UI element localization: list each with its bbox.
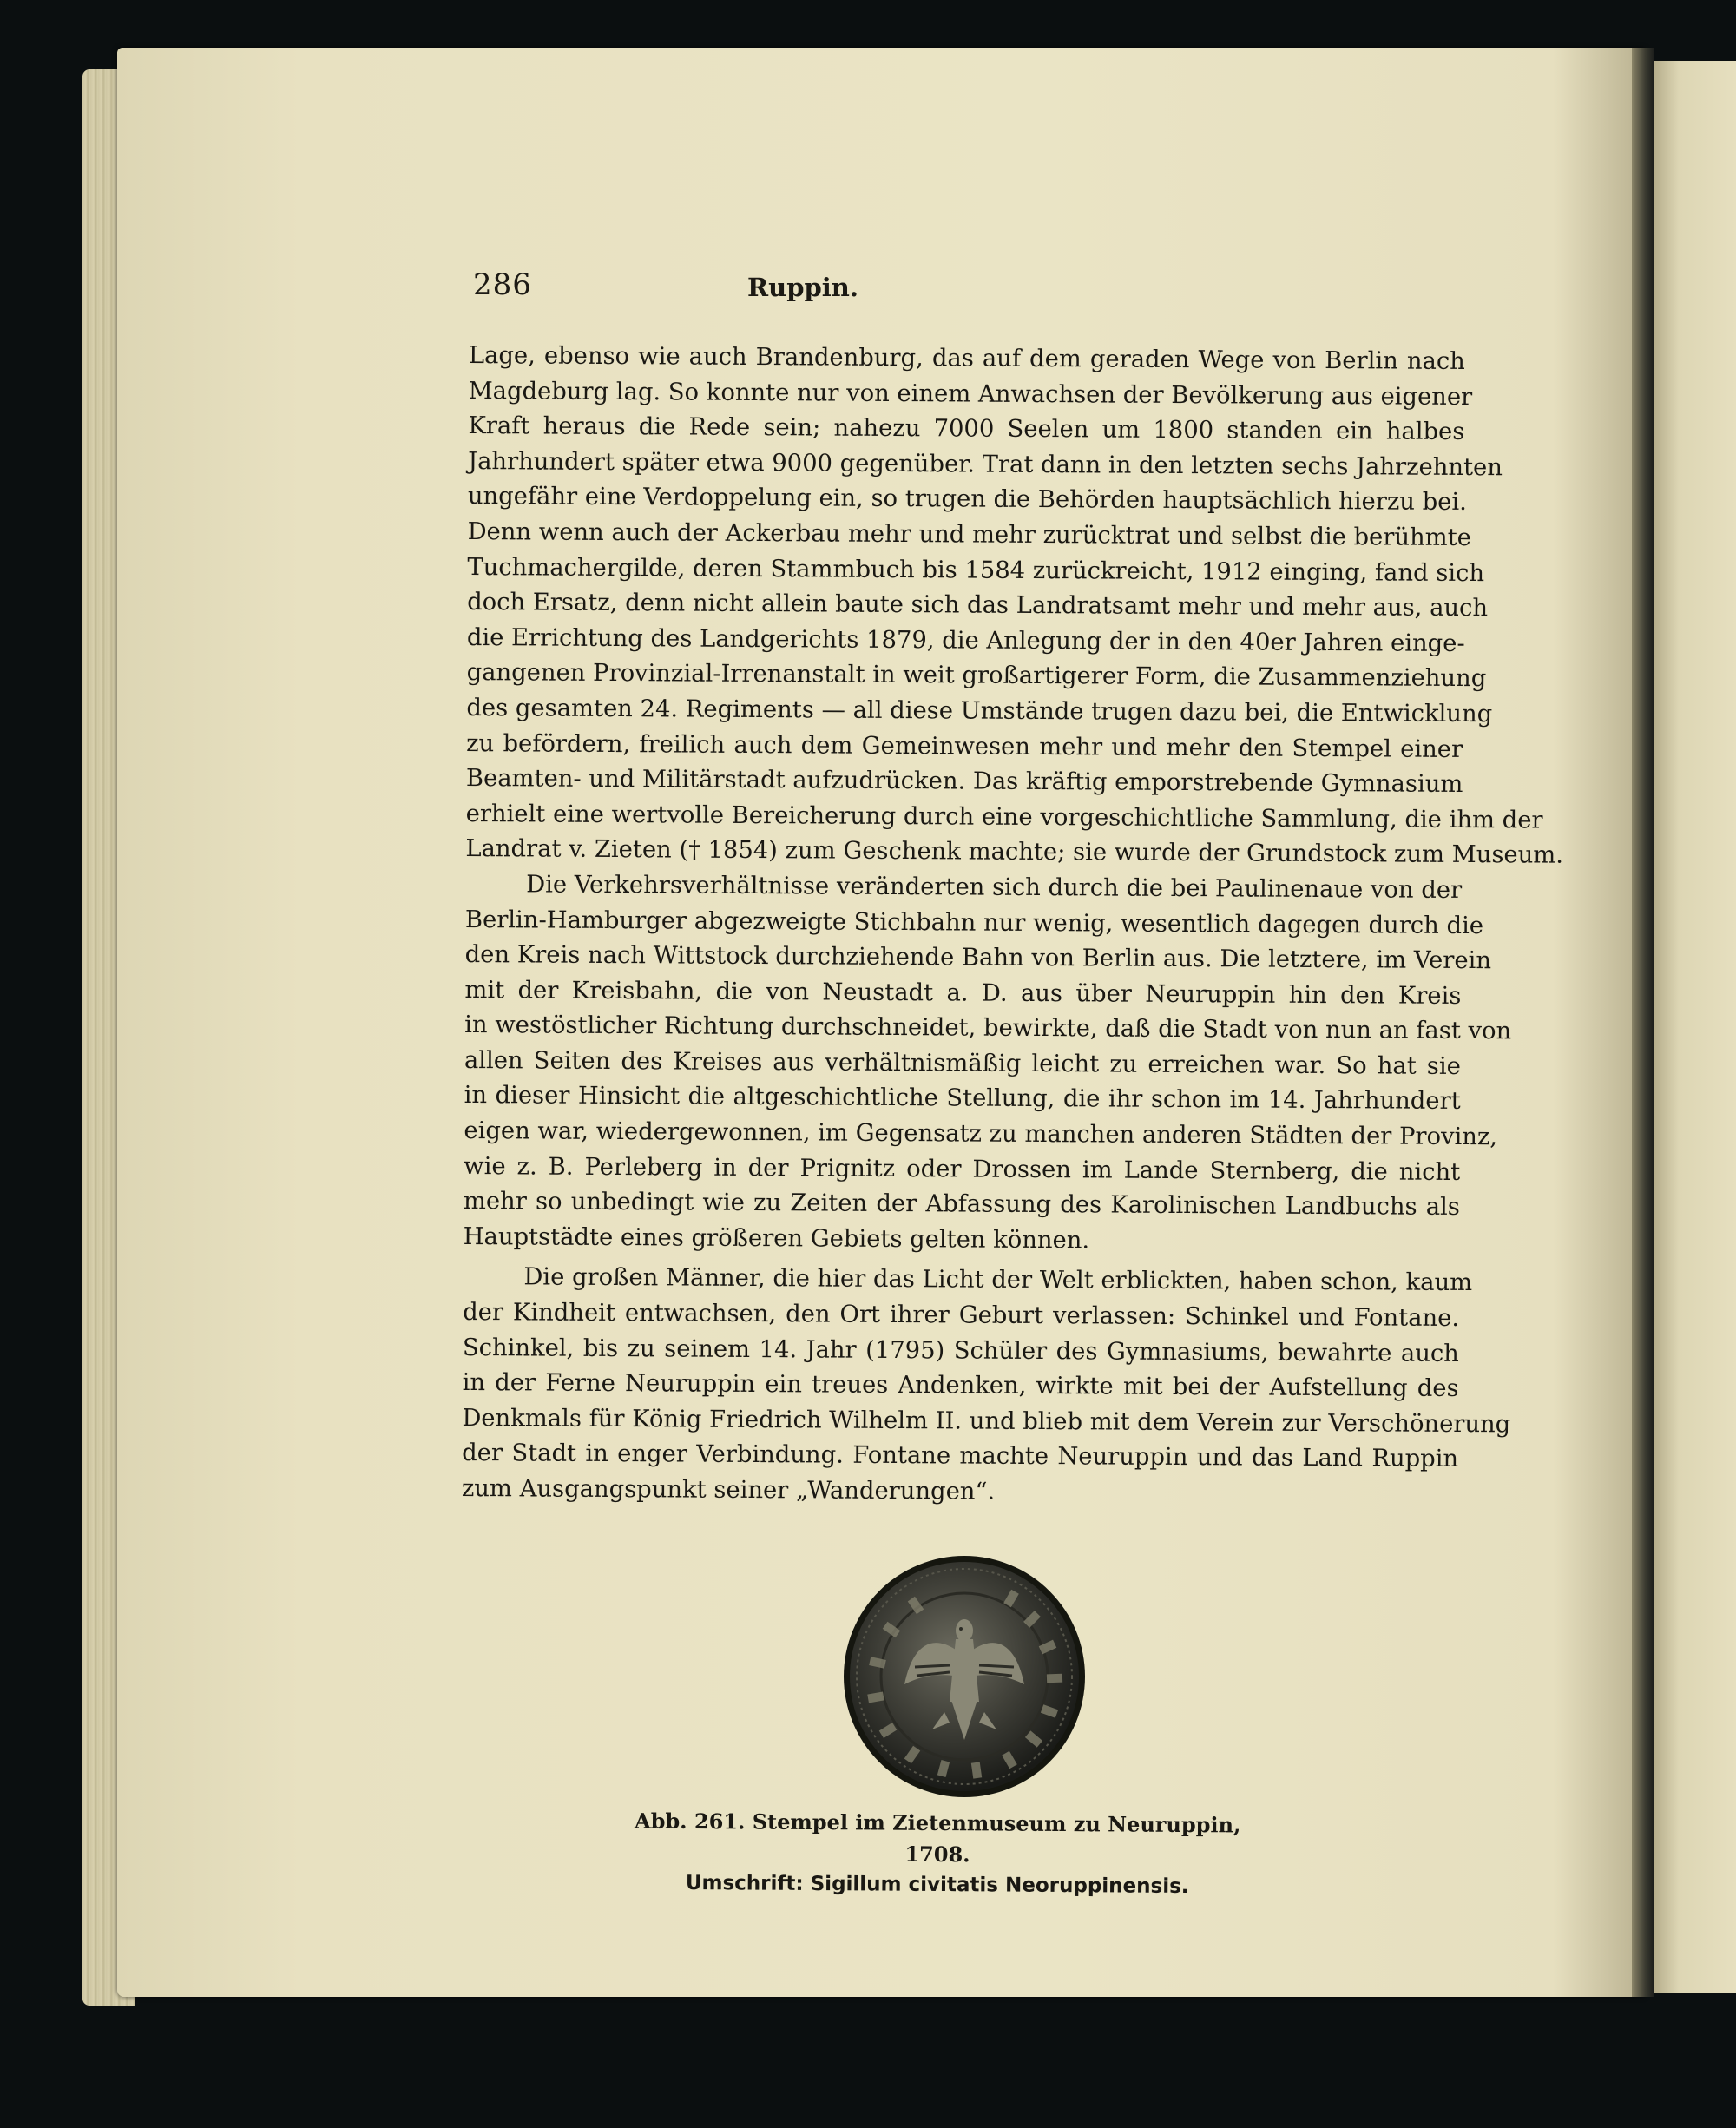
text-line: Die großen Männer, die hier das Licht der Welt erblickten, haben schon, kaum	[523, 1263, 1473, 1297]
text-line: der Kindheit entwachsen, den Ort ihrer Geburt verlassen: Schinkel und Fontane.	[463, 1299, 1460, 1333]
caption-inscription: Umschrift: Sigillum civitatis Neoruppinensis.	[685, 1871, 1189, 1899]
text-line: Schinkel, bis zu seinem 14. Jahr (1795) Schüler des Gymnasiums, bewahrte auch	[462, 1334, 1459, 1367]
text-line: Landrat v. Zieten († 1854) zum Geschenk machte; sie wurde der Grundstock zum Museum.	[465, 835, 1564, 870]
text-line: zum Ausgangspunkt seiner „Wanderungen“.	[461, 1474, 996, 1505]
text-line: in westöstlicher Richtung durchschneidet, bewirkte, daß die Stadt von nun an fast von	[464, 1011, 1512, 1045]
text-line: Hauptstädte eines größeren Gebiets gelten können.	[463, 1222, 1090, 1255]
text-line: wie z. B. Perleberg in der Prignitz oder Drossen im Lande Sternberg, die nicht	[464, 1152, 1461, 1186]
text-line: zu befördern, freilich auch dem Gemeinwesen mehr und mehr den Stempel einer	[466, 729, 1463, 763]
text-line: Magdeburg lag. So konnte nur von einem Anwachsen der Bevölkerung aus eigener	[468, 377, 1473, 411]
text-line: mit der Kreisbahn, die von Neustadt a. D. aus über Neuruppin hin den Kreis	[464, 976, 1462, 1010]
text-line: mehr so unbedingt wie zu Zeiten der Abfassung des Karolinischen Landbuchs als	[463, 1188, 1461, 1222]
text-line: des gesamten 24. Regiments — all diese Umstände trugen dazu bei, die Entwicklung	[466, 694, 1493, 728]
text-line: Jahrhundert später etwa 9000 gegenüber. Trat dann in den letzten sechs Jahrzehnten	[468, 447, 1503, 482]
running-head	[473, 267, 1029, 311]
text-line: der Stadt in enger Verbindung. Fontane machte Neuruppin und das Land Ruppin	[462, 1440, 1459, 1473]
running-title: Ruppin.	[747, 273, 858, 302]
text-line: Denkmals für König Friedrich Wilhelm II. und blieb mit dem Verein zur Verschönerung	[462, 1404, 1511, 1439]
text-line: erhielt eine wertvolle Bereicherung durch eine vorgeschichtliche Sammlung, die ihm der	[465, 800, 1543, 834]
text-line: die Errichtung des Landgerichts 1879, die Anlegung der in den 40er Jahren einge-	[466, 623, 1465, 657]
text-line: Lage, ebenso wie auch Brandenburg, das auf dem geraden Wege von Berlin nach	[468, 341, 1465, 376]
book-gutter	[1632, 48, 1654, 1997]
text-line: ungefähr eine Verdoppelung ein, so trugen die Behörden hauptsächlich hierzu bei.	[467, 483, 1467, 517]
text-line: eigen war, wiedergewonnen, im Gegensatz zu manchen anderen Städten der Provinz,	[464, 1117, 1498, 1151]
text-line: in der Ferne Neuruppin ein treues Andenken, wirkte mit bei der Aufstellung des	[462, 1369, 1459, 1403]
text-line: doch Ersatz, denn nicht allein baute sich das Landratsamt mehr und mehr aus, auch	[467, 589, 1489, 623]
text-line: Denn wenn auch der Ackerbau mehr und mehr zurücktrat und selbst die berühmte	[467, 517, 1471, 552]
page-number: 286	[473, 267, 532, 302]
text-line: allen Seiten des Kreises aus verhältnismäßig leicht zu erreichen war. So hat sie	[464, 1046, 1461, 1080]
text-line: in dieser Hinsicht die altgeschichtliche Stellung, die ihr schon im 14. Jahrhundert	[464, 1082, 1461, 1116]
body-text	[461, 339, 1564, 1513]
seal-image	[842, 1554, 1087, 1799]
text-line: Tuchmachergilde, deren Stammbuch bis 1584 zurückreicht, 1912 einging, fand sich	[467, 553, 1485, 587]
caption-title: Abb. 261. Stempel im Zietenmuseum zu Neuruppin, 1708.	[634, 1808, 1241, 1868]
text-line: Beamten- und Militärstadt aufzudrücken. Das kräftig emporstrebende Gymnasium	[465, 765, 1463, 799]
text-line: Berlin-Hamburger abgezweigte Stichbahn nur wenig, wesentlich dagegen durch die	[464, 906, 1484, 939]
text-line: Kraft heraus die Rede sein; nahezu 7000 Seelen um 1800 standen ein halbes	[468, 412, 1465, 446]
text-line: gangenen Provinzial-Irrenanstalt in weit großartigerer Form, die Zusammenziehung	[466, 659, 1487, 693]
figure-caption	[608, 1805, 1268, 1901]
facing-page-edge	[1654, 61, 1736, 1993]
text-line: den Kreis nach Wittstock durchziehende Bahn von Berlin aus. Die letztere, im Verein	[464, 941, 1492, 975]
text-line: Die Verkehrsverhältnisse veränderten sich durch die bei Paulinenaue von der	[526, 871, 1463, 904]
